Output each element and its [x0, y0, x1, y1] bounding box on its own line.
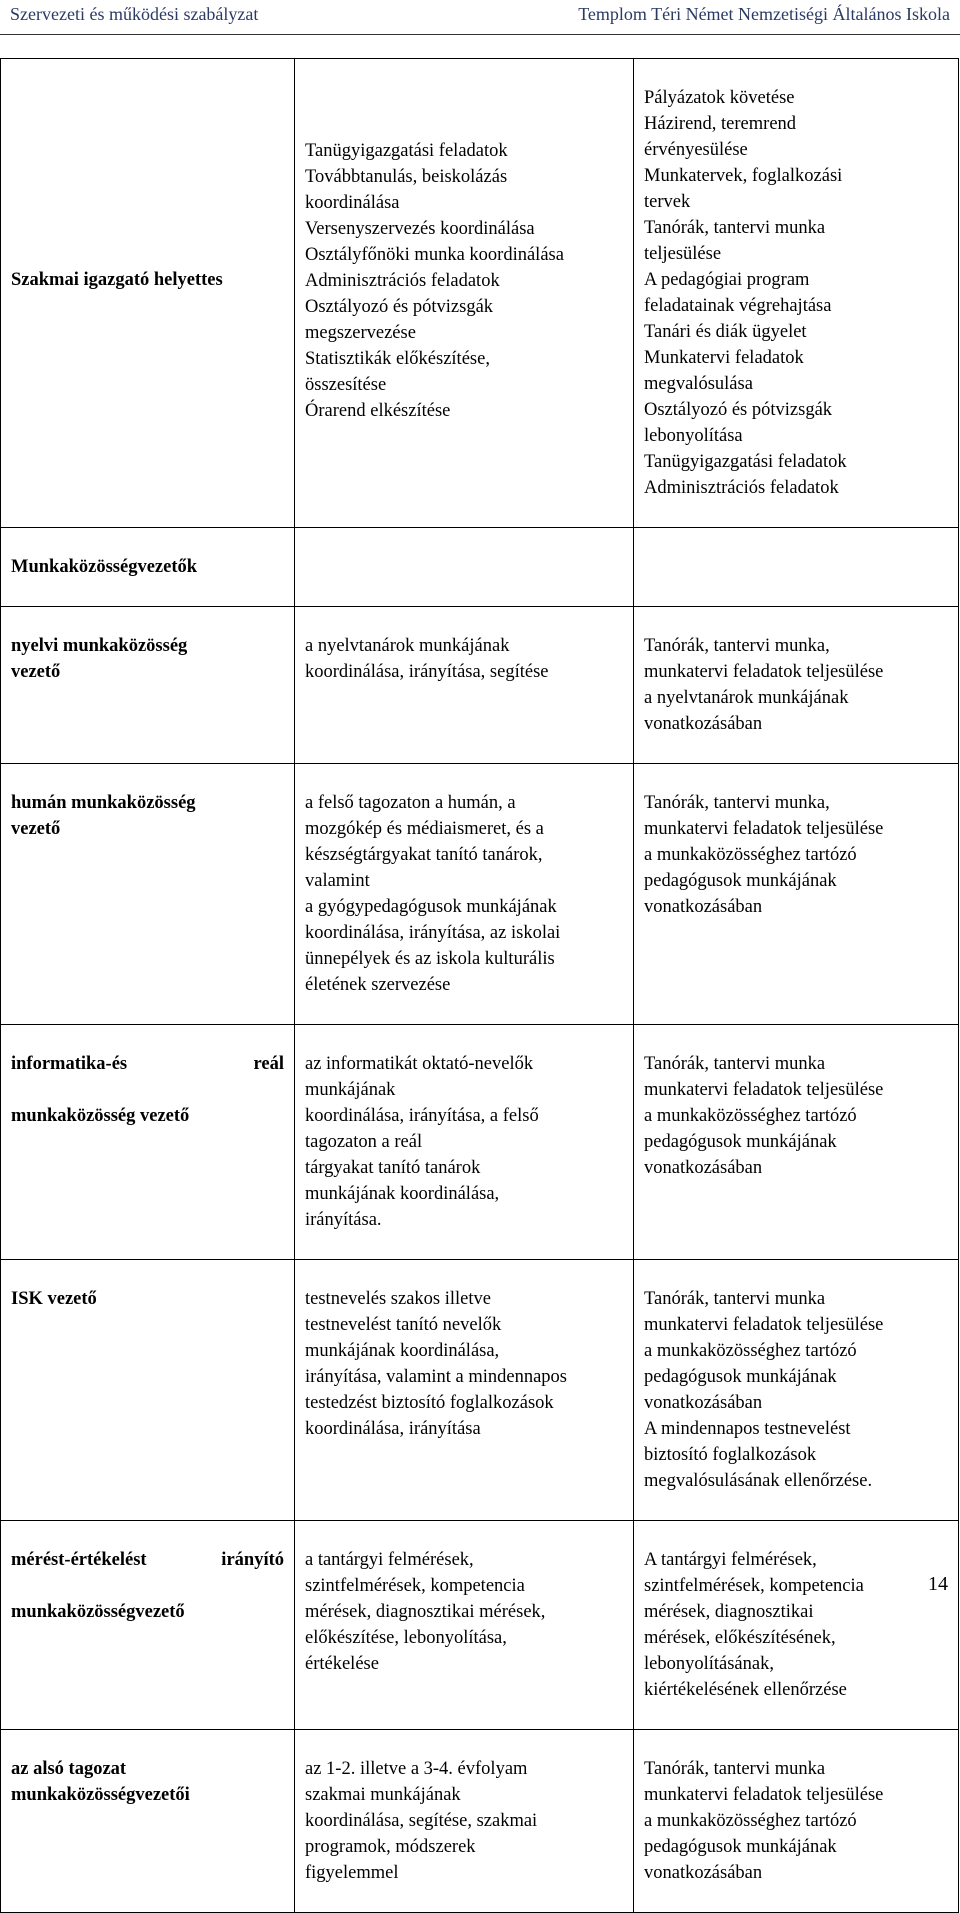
table-row	[1, 59, 959, 528]
role-text: az alsó tagozat munkaközösségvezetői	[11, 1759, 190, 1805]
control-cell	[634, 528, 959, 607]
table-row	[1, 607, 959, 764]
responsibility-table	[0, 58, 959, 1913]
control-cell	[634, 607, 959, 764]
tasks-text: az informatikát oktató-nevelők munkájának koordinálása, irányítása, a felső tagozaton a reál tárgyakat tanító tanárok munkájának koordinálása, irányítása.	[305, 1054, 539, 1230]
tasks-text: az 1-2. illetve a 3-4. évfolyam szakmai munkájának koordinálása, segítése, szakmai programok, módszerek figyelemmel	[305, 1759, 538, 1883]
control-cell	[634, 1260, 959, 1521]
tasks-text: a nyelvtanárok munkájának koordinálása, irányítása, segítése	[305, 636, 549, 682]
role-cell	[1, 1521, 295, 1730]
control-text: Tanórák, tantervi munka munkatervi feladatok teljesülése a munkaközösséghez tartózó pedagógusok munkájának vonatkozásában	[644, 1759, 884, 1883]
table-row	[1, 1025, 959, 1260]
table-row	[1, 1521, 959, 1730]
role-text: Munkaközösségvezetők	[11, 557, 198, 577]
control-cell	[634, 1730, 959, 1913]
tasks-text: Tanügyigazgatási feladatok Továbbtanulás, beiskolázás koordinálása Versenyszervezés koordinálása Osztályfőnöki munka koordinálása Adminisztrációs feladatok Osztályozó és pótvizsgák megszervezése Statisztikák előkészítése, összesítése Órarend elkészítése	[305, 141, 564, 421]
role-cell	[1, 764, 295, 1025]
role-text: Szakmai igazgató helyettes	[11, 270, 223, 290]
role-text: humán munkaközösség vezető	[11, 793, 196, 839]
tasks-cell	[295, 1730, 634, 1913]
tasks-cell	[295, 59, 634, 528]
school-name: Templom Téri Német Nemzetiségi Általános Iskola	[578, 4, 950, 24]
role-cell	[1, 1025, 295, 1260]
document-title: Szervezeti és működési szabályzat	[10, 4, 259, 24]
page-number: 14	[928, 1573, 948, 1595]
control-cell	[634, 59, 959, 528]
control-text: Tanórák, tantervi munka munkatervi feladatok teljesülése a munkaközösséghez tartózó pedagógusok munkájának vonatkozásában	[644, 1054, 884, 1178]
tasks-cell	[295, 1025, 634, 1260]
page-header	[10, 0, 950, 36]
tasks-cell	[295, 1521, 634, 1730]
role-cell	[1, 1730, 295, 1913]
table-row	[1, 764, 959, 1025]
table-row	[1, 1730, 959, 1913]
tasks-text: a felső tagozaton a humán, a mozgókép és médiaismeret, és a készségtárgyakat tanító tanárok, valamint a gyógypedagógusok munkájának koordinálása, irányítása, az iskolai ünnepélyek és az iskola kulturális életének szervezése	[305, 793, 561, 995]
role-cell	[1, 59, 295, 528]
control-text: Tanórák, tantervi munka munkatervi feladatok teljesülése a munkaközösséghez tartózó pedagógusok munkájának vonatkozásában A mindennapos testnevelést biztosító foglalkozások megvalósulásának ellenőrzése.	[644, 1289, 884, 1491]
role-text: munkaközösségvezető	[11, 1602, 185, 1622]
control-text: A tantárgyi felmérések, szintfelmérések, kompetencia mérések, diagnosztikai mérések, előkészítésének, lebonyolításának, kiértékelésének ellenőrzése	[644, 1550, 864, 1700]
role-cell	[1, 1260, 295, 1521]
control-text: Tanórák, tantervi munka, munkatervi feladatok teljesülése a nyelvtanárok munkájának vonatkozásában	[644, 636, 884, 734]
control-text: Tanórák, tantervi munka, munkatervi feladatok teljesülése a munkaközösséghez tartózó pedagógusok munkájának vonatkozásában	[644, 793, 884, 917]
control-cell	[634, 1521, 959, 1730]
role-text: nyelvi munkaközösség vezető	[11, 636, 188, 682]
control-text: Pályázatok követése Házirend, teremrend érvényesülése Munkatervek, foglalkozási tervek Tanórák, tantervi munka teljesülése A pedagógiai program feladatainak végrehajtása Tanári és diák ügyelet Munkatervi feladatok megvalósulása Osztályozó és pótvizsgák lebonyolítása Tanügyigazgatási feladatok Adminisztrációs feladatok	[644, 88, 847, 498]
tasks-cell	[295, 764, 634, 1025]
role-text: munkaközösség vezető	[11, 1106, 190, 1126]
table-row	[1, 528, 959, 607]
tasks-cell	[295, 528, 634, 607]
tasks-text: testnevelés szakos illetve testnevelést tanító nevelők munkájának koordinálása, irányítása, valamint a mindennapos testedzést biztosító foglalkozások koordinálása, irányítása	[305, 1289, 568, 1439]
role-text: informatika-és reál	[11, 1054, 284, 1074]
tasks-cell	[295, 607, 634, 764]
role-cell	[1, 607, 295, 764]
control-cell	[634, 1025, 959, 1260]
role-text: mérést-értékelést irányító	[11, 1550, 284, 1570]
tasks-cell	[295, 1260, 634, 1521]
tasks-text: a tantárgyi felmérések, szintfelmérések, kompetencia mérések, diagnosztikai mérések, előkészítése, lebonyolítása, értékelése	[305, 1550, 546, 1674]
control-cell	[634, 764, 959, 1025]
header-rule	[0, 34, 960, 35]
role-text: ISK vezető	[11, 1289, 97, 1309]
table-row	[1, 1260, 959, 1521]
role-cell	[1, 528, 295, 607]
